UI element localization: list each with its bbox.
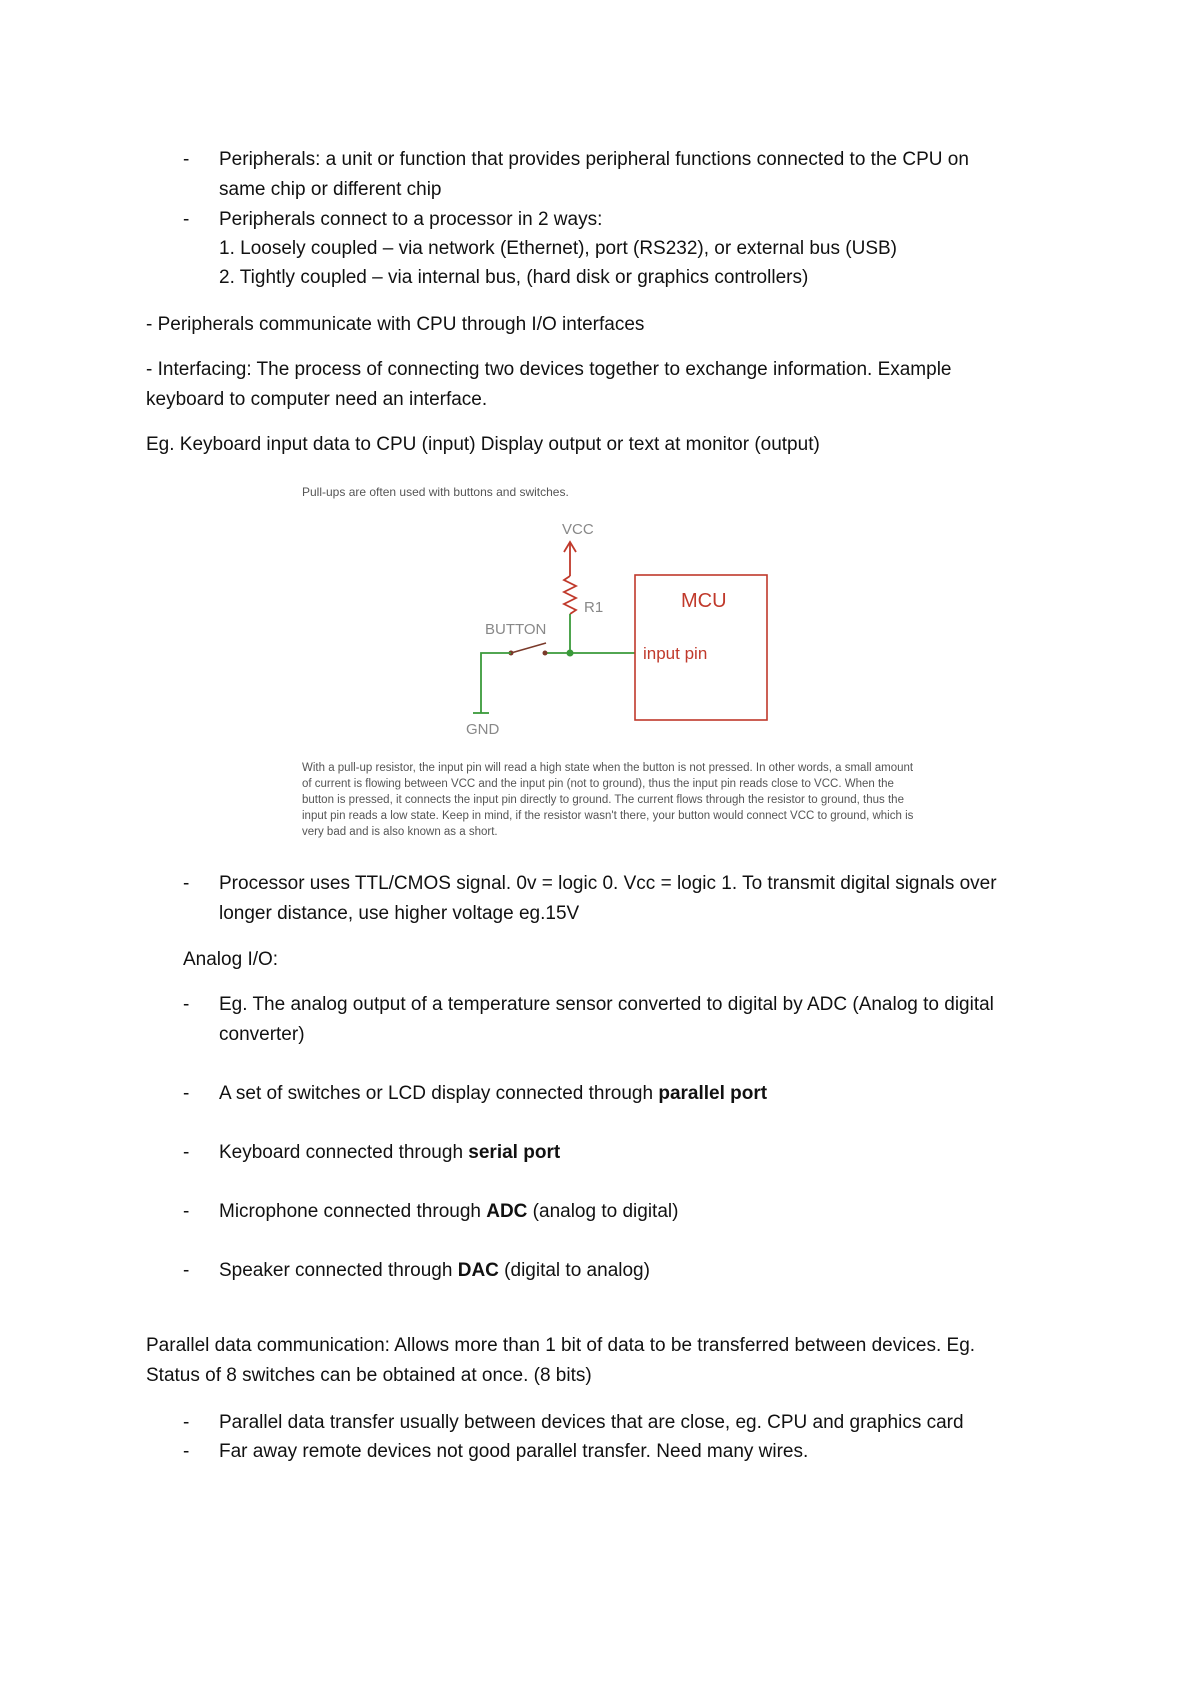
analog-heading: Analog I/O: xyxy=(183,949,279,970)
pullup-figure xyxy=(300,480,940,850)
analog-item-serial-port: Keyboard connected through serial port xyxy=(219,1142,561,1163)
bullet-dash: - xyxy=(183,1260,190,1281)
bullet-dash: - xyxy=(183,209,190,230)
bullet-connect-ways: Peripherals connect to a processor in 2 ways: xyxy=(219,209,603,230)
analog-item-temp-line1: Eg. The analog output of a temperature sensor converted to digital by ADC (Analog to digital xyxy=(219,994,994,1015)
figure-caption-line3: button is pressed, it connects the input pin directly to ground. The current flows through the resistor to ground, thus the xyxy=(302,794,904,806)
parallel-item-far: Far away remote devices not good parallel transfer. Need many wires. xyxy=(219,1441,809,1462)
button-contact-right xyxy=(543,651,548,656)
analog-item-adc: Microphone connected through ADC (analog to digital) xyxy=(219,1201,679,1222)
figure-caption-line2: of current is flowing between VCC and the input pin (not to ground), thus the input pin reads close to VCC. When the xyxy=(302,778,894,790)
para-interfacing-line1: - Interfacing: The process of connecting two devices together to exchange information. Example xyxy=(146,359,952,380)
input-pin-label: input pin xyxy=(643,644,708,663)
mcu-label: MCU xyxy=(681,590,727,612)
figure-caption-line5: very bad and is also known as a short. xyxy=(302,826,498,838)
para-parallel-line2: Status of 8 switches can be obtained at once. (8 bits) xyxy=(146,1365,592,1386)
bullet-processor-line1: Processor uses TTL/CMOS signal. 0v = logic 0. Vcc = logic 1. To transmit digital signals over xyxy=(219,873,997,894)
vcc-label: VCC xyxy=(562,521,594,538)
button-switch-icon xyxy=(511,643,546,653)
bullet-dash: - xyxy=(183,994,190,1015)
analog-item-parallel-port: A set of switches or LCD display connected through parallel port xyxy=(219,1083,768,1104)
bullet-processor-line2: longer distance, use higher voltage eg.15V xyxy=(219,903,580,924)
sub-item-loosely: 1. Loosely coupled – via network (Ethernet), port (RS232), or external bus (USB) xyxy=(219,238,897,259)
para-io-interfaces: - Peripherals communicate with CPU through I/O interfaces xyxy=(146,314,645,335)
bullet-peripherals-line2: same chip or different chip xyxy=(219,179,442,200)
sub-item-tightly: 2. Tightly coupled – via internal bus, (hard disk or graphics controllers) xyxy=(219,267,809,288)
bullet-dash: - xyxy=(183,1412,190,1433)
bullet-dash: - xyxy=(183,1083,190,1104)
button-to-gnd-wire xyxy=(481,653,511,713)
circuit-diagram xyxy=(300,480,940,760)
analog-item-temp-line2: converter) xyxy=(219,1024,305,1045)
r1-label: R1 xyxy=(584,599,604,616)
button-label: BUTTON xyxy=(485,621,547,638)
bullet-dash: - xyxy=(183,1441,190,1462)
figure-caption-line1: With a pull-up resistor, the input pin will read a high state when the button is not pressed. In other words, a small amount xyxy=(302,762,914,774)
bullet-dash: - xyxy=(183,1142,190,1163)
bullet-peripherals-line1: Peripherals: a unit or function that provides peripheral functions connected to the CPU on xyxy=(219,149,969,170)
para-example: Eg. Keyboard input data to CPU (input) Display output or text at monitor (output) xyxy=(146,434,820,455)
figure-title: Pull-ups are often used with buttons and switches. xyxy=(302,485,569,499)
figure-caption-line4: input pin reads a low state. Keep in mind, if the resistor wasn't there, your button would connect VCC to ground, which is xyxy=(302,810,914,822)
gnd-label: GND xyxy=(466,721,500,738)
para-parallel-line1: Parallel data communication: Allows more than 1 bit of data to be transferred between devices. Eg. xyxy=(146,1335,976,1356)
bullet-dash: - xyxy=(183,873,190,894)
para-interfacing-line2: keyboard to computer need an interface. xyxy=(146,389,488,410)
resistor-r1 xyxy=(564,576,576,614)
analog-item-dac: Speaker connected through DAC (digital to analog) xyxy=(219,1260,650,1281)
parallel-item-close: Parallel data transfer usually between devices that are close, eg. CPU and graphics card xyxy=(219,1412,964,1433)
bullet-dash: - xyxy=(183,1201,190,1222)
bullet-dash: - xyxy=(183,149,190,170)
